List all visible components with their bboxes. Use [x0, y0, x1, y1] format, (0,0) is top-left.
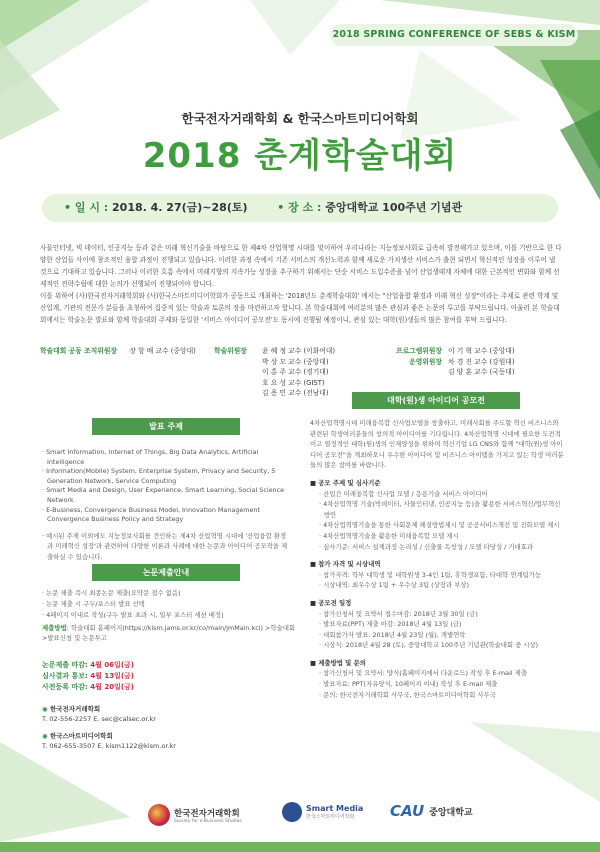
- academic-label: 학술위원장: [214, 347, 247, 355]
- chair-label: 학술대회 공동 조직위원장: [40, 347, 117, 355]
- academic-member: 박 상 모 교수 (중앙대): [262, 357, 329, 366]
- committee-academic: [214, 346, 335, 399]
- deadline-list: [42, 660, 134, 694]
- operation-member: 차 경 진 교수 (강원대): [448, 357, 515, 366]
- deadline-date: 4월 13일(금): [90, 672, 134, 681]
- list-item: · 4차산업혁명 기술(빅데이터, 사물인터넷, 인공지능 등)을 활용한 서비스혁신/업무혁신 방안: [319, 500, 561, 519]
- logo-name: 한국전자거래학회: [174, 808, 240, 819]
- list-item: · 시상내역: 최우수상 1팀 + 우수상 3팀 (상장과 부상): [319, 581, 470, 590]
- contest-header: 대학(원)생 아이디어 공모전: [352, 392, 520, 409]
- program-member: 이 기 혁 교수 (중앙대): [448, 347, 515, 355]
- list-item: · 시상식: 2018년 4월 28 (토), 중앙대학교 100주년 기념관(학술대회 중 시상): [319, 641, 539, 650]
- logo-sub: Society for e-Business Studies: [174, 818, 242, 824]
- place-label: • 장 소 :: [277, 201, 322, 214]
- logo-name: Smart Media: [306, 804, 364, 813]
- topics-list: [42, 448, 292, 562]
- date-label: • 일 시 :: [64, 201, 109, 214]
- list-item: · Smart Information, Internet of Things, Big Data Analytics, Artificial Intelligence: [42, 448, 259, 466]
- contest-section-title: ■ 참가 자격 및 시상내역: [310, 560, 381, 569]
- list-item: · 심사기준: 서비스 설계과정 논리성 / 신출물 독창성 / 모델 타당성 / 기대효과: [319, 542, 534, 551]
- committee-chair: [40, 346, 196, 357]
- date-value: 2018. 4. 27(금)~28(토): [112, 201, 248, 214]
- kism-emblem-icon: [282, 802, 302, 822]
- list-item: · 참가신청서 및 요약서 접수마감: 2018년 3월 30일 (금): [319, 609, 478, 618]
- method-label: 제출방법: [42, 624, 67, 632]
- chair-member: 장 항 배 교수 (중앙대): [129, 347, 196, 355]
- academic-member: 이 홍 주 교수 (경기대): [262, 368, 329, 376]
- list-item: · Smart Media and Design, User Experience, Smart Learning, Social Science Network: [42, 486, 285, 504]
- method-value: : 학술대회 홈페이지(https://kism.jams.or.kr/co/main/jmMain.kci) >학술대회 >발표신청 및 논문투고: [42, 624, 296, 642]
- operation-label: 운영위원장: [409, 357, 442, 366]
- topics-note: · 예시된 주제 이외에도 지능정보사회를 견인하는 제4차 산업혁명 시대에 '산업융합 환경과 미래혁신 성장'과 관련하여 다양한 이론과 사례에 대한 논문과 아이디어 공모작을 제출하실 수 있습니다.: [42, 531, 288, 561]
- list-item: · Information(Mobile) System, Enterprise System, Privacy and Security, 5 Generation Network, Service Computing: [42, 467, 276, 485]
- list-item: · 4페이지 이내로 작성(구두 발표 초과 시, 일부 포스터 세션 배정): [42, 611, 224, 619]
- intro-paragraph: 사물인터넷, 빅 데이터, 인공지능 등과 같은 미래 혁신기술을 바탕으로 한 제4차 산업혁명 시대를 맞이하여 우리나라는 지능정보사회로 급속히 발전해가고 있으며, 이를 기반으로 한 다양한 산업들 사이에 창조적인 융합 과정이 진행되고 있습니다. 이러한 과정 속에서 기존 서비스의 개선노력과 함께 새로운 가치생산 서비스가 출현 되면서 혁신적인 성장을 이루어 낼 것으로 기대하고 있습니다. 그러나 이러한 흐름 속에서 미래지향의 지속가능 성장을 추구하기 위해서는 단순 서비스 도입수준을 넘어 산업생태계 자체에 대한 근본적인 변화와 함께 선제적인 전략수립에 대한 논의가 선행되어 진행되어야 합니다.: [40, 244, 562, 288]
- list-item: · 논문 제출 시 구두/포스터 발표 선택: [42, 600, 145, 608]
- contact-org: 한국전자거래학회: [49, 705, 101, 713]
- deadline-label: 논문제출 마감:: [42, 661, 88, 669]
- topics-header: 발표 주제: [92, 418, 240, 435]
- submission-info: [42, 588, 302, 643]
- sebs-emblem-icon: [148, 804, 170, 826]
- contact-list: [42, 704, 176, 751]
- contact-tel: T. 062-655-3507 E. kism1122@kism.or.kr: [42, 742, 176, 750]
- contact-tel: T. 02-556-2257 E. sec@calsec.or.kr: [42, 715, 156, 723]
- kism-logo: [282, 802, 363, 822]
- contact-org: 한국스마트미디어학회: [49, 732, 113, 740]
- list-item: · 산업간 미래융복합 신사업 모델 / 응용기술 서비스 아이디어: [319, 489, 488, 498]
- academic-member: 김 용 민 교수 (전남대): [262, 389, 329, 397]
- contest-intro: 4차산업혁명시대 미래융복합 신사업모델을 창출하고, 미래사회를 주도할 혁신 비즈니스와 관련된 학생여러분들의 창의적 아이디어를 기다립니다. 4차산업혁명 시대에 필요한 도전적이고 열정적인 대학(원)생의 인재양성을 위하여 혁신기업 LG CNS와 함께 "대학(원)생 아이디어 공모전"을 개최하오니 우수한 아이디어 및 비즈니스 아이템을 가지고 있는 학생 여러분들의 많은 참여를 바랍니다.: [310, 419, 564, 470]
- list-item: · 4차산업혁명기술을 활용한 미래융복합 모델 제시: [319, 531, 459, 540]
- intro-text: [40, 242, 562, 326]
- list-item: · 논문 제출 즉시 최종논문 제출(요약문 접수 없음): [42, 589, 181, 597]
- deadline-date: 4월 20일(금): [90, 683, 134, 692]
- list-item: · 참가신청서 및 요약서: 양식(홈페이지에서 다운로드) 작성 후 E-mail 제출: [319, 669, 527, 678]
- contest-info: [310, 418, 566, 700]
- date-place-bar: [42, 194, 558, 222]
- deadline-label: 사전등록 마감:: [42, 683, 88, 692]
- committee-program: [380, 346, 514, 378]
- operation-member: 김 양 훈 교수 (국동대): [448, 368, 515, 376]
- deadline-date: 4월 06일(금): [90, 661, 134, 669]
- list-item: · 발표자료: PPT(자유양식, 10페이지 이내) 작성 후 E-mail 제출: [319, 680, 498, 689]
- logo-sub: 한국스마트미디어학회: [306, 814, 355, 820]
- submission-header: 논문제출안내: [92, 564, 240, 581]
- societies-heading: 한국전자거래학회 & 한국스마트미디어학회: [181, 111, 419, 126]
- bottom-stripe: [0, 842, 600, 852]
- conference-badge: 2018 SPRING CONFERENCE OF SEBS & KISM: [330, 24, 578, 46]
- org-icon: ◉: [42, 732, 48, 740]
- academic-member: 호 요 성 교수 (GIST): [262, 378, 325, 387]
- list-item: · E-Business, Convergence Business Model, Innovation Management Convergence Business Policy and Strategy: [42, 505, 261, 524]
- logo-name: 중앙대학교: [429, 807, 473, 818]
- sebs-logo: [148, 804, 242, 826]
- contest-section-title: ■ 제출방법 및 문의: [310, 658, 366, 667]
- list-item: · 4차산업혁명기술을 통한 사회문제 해결방법제시 및 공공서비스개선 및 진화모델 제시: [319, 521, 560, 530]
- org-icon: ◉: [42, 705, 48, 713]
- academic-member: 윤 혜 정 교수 (이화여대): [262, 347, 336, 355]
- place-value: 중앙대학교 100주년 기념관: [325, 201, 463, 214]
- list-item: · 대회참가자 발표: 2018년 4월 23일 (월), 개별연락: [319, 630, 466, 639]
- intro-paragraph: 이를 위하여 (사)한국전자거래학회와 (사)한국스마트미디어학회가 공동으로 개최하는 '2018년도 춘계학술대회' 에서는 "산업융합 환경과 미래 혁신 성장"이라는 주제로 관련 학계 및 산업계, 기관의 전문가 분들을 초청하여 집중적 있는 학술과 토론의 장을 마련하고자 합니다. 본 학술대회에 여러분의 많은 관심과 좋은 논문의 투고를 부탁드립니다. 아울러 본 학술대회에서는 학술논문 발표와 함께 학술대회 주제와 동일한 '서비스 아이디어 공모전'도 동시에 진행될 예정이니, 관심 있는 대학(원)생들의 많은 참여를 부탁 드립니다.: [40, 292, 560, 324]
- list-item: · 문의: 한국전자거래학회 사무국, 한국스마트미디어학회 사무국: [319, 690, 496, 699]
- contest-section-title: ■ 공모전 일정: [310, 598, 352, 607]
- page-title: 2018 춘계학술대회: [142, 136, 458, 176]
- cau-mark: CAU: [390, 802, 425, 820]
- contest-section-title: ■ 공모 주제 및 심사기준: [310, 478, 381, 487]
- cau-logo: [390, 802, 473, 820]
- list-item: · 참가자격: 학부 대학생 및 대학원생 3-4인 1팀, 휴학생포함, 타대학 연계팀가능: [319, 570, 542, 579]
- list-item: · 발표자료(PPT) 제출 마감: 2018년 4월 13일 (금): [319, 620, 462, 629]
- deadline-label: 심사결과 통보:: [42, 672, 88, 681]
- program-label: 프로그램위원장: [396, 347, 442, 355]
